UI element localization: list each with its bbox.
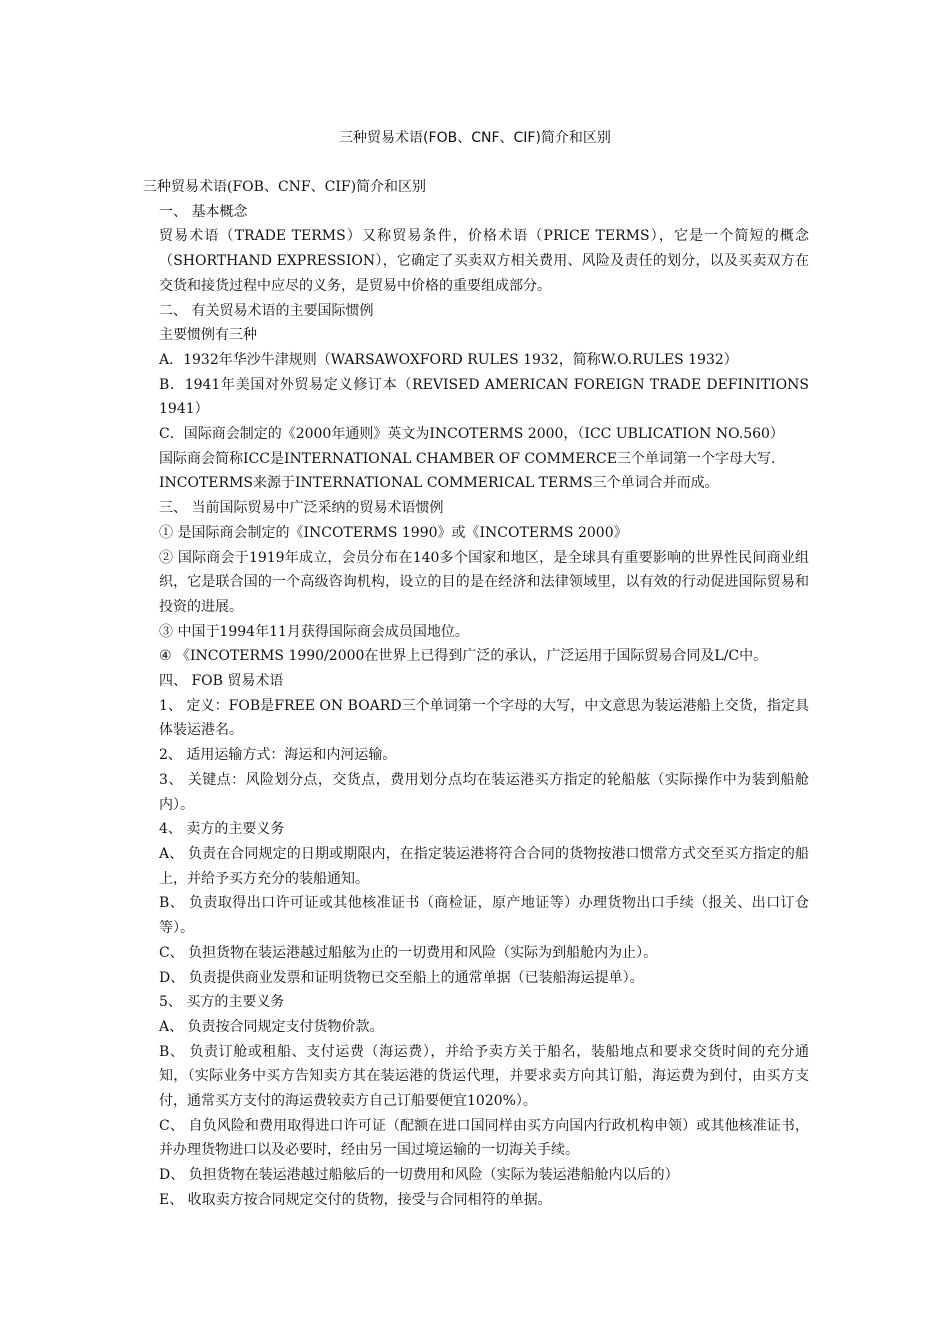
- paragraph: B．1941年美国对外贸易定义修订本（REVISED AMERICAN FOREIGN TRADE DEFINITIONS 1941）: [159, 376, 809, 418]
- paragraph: 国际商会简称ICC是INTERNATIONAL CHAMBER OF COMMERCE三个单词第一个字母大写.: [159, 450, 776, 467]
- paragraph: B、 负责取得出口许可证或其他核准证书（商检证，原产地证等）办理货物出口手续（报关、出口订仓等）。: [159, 895, 809, 937]
- document-body: [143, 175, 809, 1213]
- paragraph: ② 国际商会于1919年成立，会员分布在140多个国家和地区，是全球具有重要影响的世界性民间商业组织，它是联合国的一个高级咨询机构，设立的目的是在经济和法律领域里，以有效的行动促进国际贸易和投资的进展。: [159, 549, 809, 615]
- paragraph: A．1932年华沙牛津规则（WARSAWOXFORD RULES 1932，简称W.O.RULES 1932）: [159, 351, 738, 368]
- paragraph: B、 负责订舱或租船、支付运费（海运费），并给予卖方关于船名，装船地点和要求交货时间的充分通知，（实际业务中买方告知卖方其在装运港的货运代理，并要求卖方向其订船，海运费为到付，由买方支付，通常买方支付的海运费较卖方自己订船要便宜1020%）。: [159, 1043, 809, 1110]
- paragraph: 三、 当前国际贸易中广泛采纳的贸易术语惯例: [159, 500, 444, 517]
- paragraph: 1、 定义：FOB是FREE ON BOARD三个单词第一个字母的大写，中文意思为装运港船上交货，指定具体装运港名。: [159, 697, 809, 739]
- paragraph: 贸易术语（TRADE TERMS）又称贸易条件，价格术语（PRICE TERMS），它是一个简短的概念（SHORTHAND EXPRESSION），它确定了买卖双方相关费用、风险及责任的划分，以及买卖双方在交货和接货过程中应尽的义务，是贸易中价格的重要组成部分。: [159, 228, 809, 294]
- document-title: 三种贸易术语(FOB、CNF、CIF)简介和区别: [339, 130, 611, 146]
- paragraph: ① 是国际商会制定的《INCOTERMS 1990》或《INCOTERMS 2000》: [159, 524, 628, 541]
- paragraph: A、 负责在合同规定的日期或期限内，在指定装运港将符合合同的货物按港口惯常方式交至买方指定的船上，并给予买方充分的装船通知。: [159, 845, 809, 887]
- paragraph: 5、 买方的主要义务: [159, 994, 285, 1011]
- paragraph: C、 负担货物在装运港越过船舷为止的一切费用和风险（实际为到船舱内为止）。: [159, 944, 658, 961]
- paragraph: ③ 中国于1994年11月获得国际商会成员国地位。: [159, 623, 469, 640]
- paragraph: E、 收取卖方按合同规定交付的货物，接受与合同相符的单据。: [159, 1191, 552, 1208]
- paragraph: D、 负担货物在装运港越过船舷后的一切费用和风险（实际为装运港船舱内以后的）: [159, 1167, 679, 1184]
- paragraph: 3、 关键点：风险划分点，交货点，费用划分点均在装运港买方指定的轮船舷（实际操作中为装到船舱内）。: [159, 771, 809, 813]
- paragraph: 四、 FOB 贸易术语: [159, 673, 284, 690]
- paragraph: 2、 适用运输方式：海运和内河运输。: [159, 747, 397, 764]
- paragraph: D、 负责提供商业发票和证明货物已交至船上的通常单据（已装船海运提单）。: [159, 969, 644, 986]
- paragraph: 一、 基本概念: [159, 203, 248, 220]
- paragraph: 主要惯例有三种: [159, 327, 257, 344]
- paragraph: C、 自负风险和费用取得进口许可证（配额在进口国同样由买方向国内行政机构申领）或其他核准证书，并办理货物进口以及必要时，经由另一国过境运输的一切海关手续。: [159, 1117, 809, 1159]
- paragraph: 三种贸易术语(FOB、CNF、CIF)简介和区别: [143, 179, 427, 195]
- paragraph: C．国际商会制定的《2000年通则》英文为INCOTERMS 2000，（ICC UBLICATION NO.560）: [159, 426, 784, 443]
- paragraph: A、 负责按合同规定支付货物价款。: [159, 1018, 384, 1035]
- paragraph: 二、 有关贸易术语的主要国际惯例: [159, 302, 374, 319]
- paragraph: ④ 《INCOTERMS 1990/2000在世界上已得到广泛的承认，广泛运用于国际贸易合同及L/C中。: [159, 648, 768, 665]
- paragraph: 4、 卖方的主要义务: [159, 821, 285, 838]
- paragraph: INCOTERMS来源于INTERNATIONAL COMMERICAL TERMS三个单词合并而成。: [159, 475, 719, 492]
